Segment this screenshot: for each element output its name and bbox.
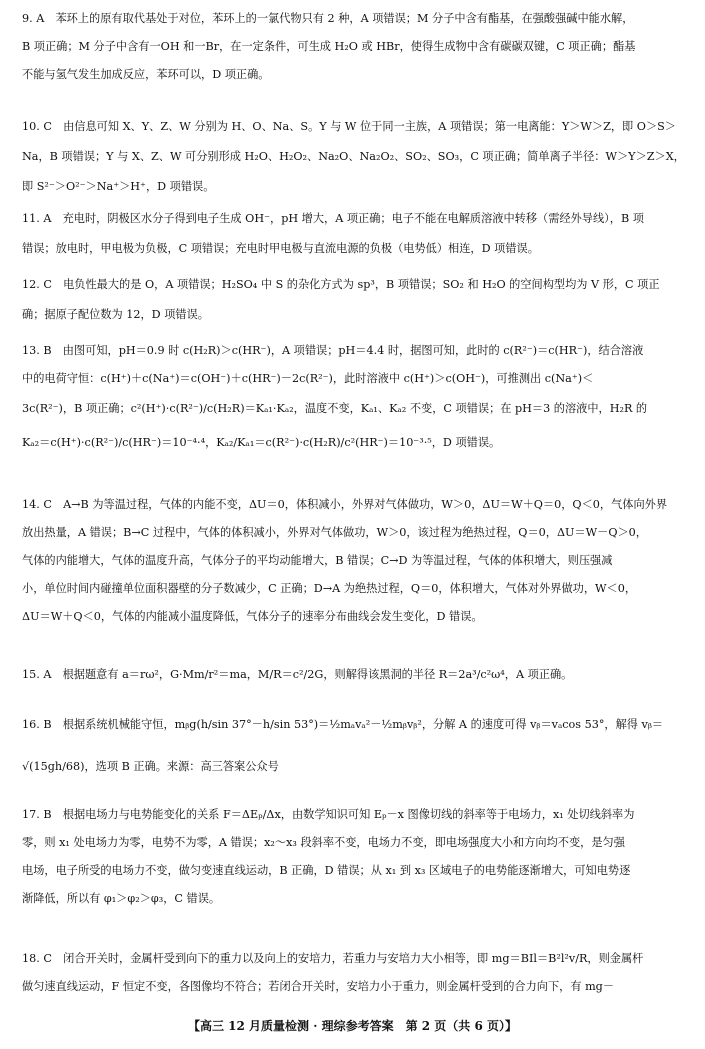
question-12 [22, 276, 694, 321]
text-line: 小，单位时间内碰撞单位面积器壁的分子数减少，C 正确；D→A 为绝热过程，Q＝0，体积增大，气体对外界做功，W＜0， [22, 582, 637, 595]
question-10 [22, 118, 694, 193]
text-line: 11. A 充电时，阴极区水分子得到电子生成 OH⁻，pH 增大，A 项正确；电子不能在电解质溶液中转移（需经外导线），B 项 [22, 212, 644, 225]
question-15 [22, 666, 694, 684]
text-line: 3c(R²⁻)，B 项正确；c²(H⁺)·c(R²⁻)/c(H₂R)＝Kₐ₁·Kₐ₂，温度不变，Kₐ₁、Kₐ₂ 不变，C 项错误；在 pH＝3 的溶液中，H₂R 的 [22, 402, 648, 415]
text-line: 即 S²⁻＞O²⁻＞Na⁺＞H⁺，D 项错误。 [22, 180, 215, 193]
text-line: 渐降低，所以有 φ₁＞φ₂＞φ₃，C 错误。 [22, 892, 221, 905]
text-line: √(15gh/68)，选项 B 正确。来源：高三答案公众号 [22, 760, 279, 773]
text-line: ΔU＝W＋Q＜0，气体的内能减小温度降低，气体分子的速率分布曲线会发生变化，D 错误。 [22, 610, 483, 623]
text-line: 16. B 根据系统机械能守恒，mᵦg(h/sin 37°－h/sin 53°)＝½mₐvₐ²－½mᵦvᵦ²，分解 A 的速度可得 vᵦ＝vₐcos 53°，解得 vᵦ＝ [22, 718, 664, 731]
page-footer: 【高三 12 月质量检测 · 理综参考答案 第 2 页（共 6 页）】 [187, 1019, 517, 1033]
text-line: 12. C 电负性最大的是 O，A 项错误；H₂SO₄ 中 S 的杂化方式为 sp³，B 项错误；SO₂ 和 H₂O 的空间构型均为 V 形，C 项正 [22, 278, 660, 291]
text-line: 13. B 由图可知，pH＝0.9 时 c(H₂R)＞c(HR⁻)，A 项错误；pH＝4.4 时，据图可知，此时的 c(R²⁻)＝c(HR⁻)，结合溶液 [22, 344, 644, 357]
text-line: 做匀速直线运动，F 恒定不变，各图像均不符合；若闭合开关时，安培力小于重力，则金属杆受到的合力向下，有 mg－ [22, 980, 615, 993]
text-line: 电场，电子所受的电场力不变，做匀变速直线运动，B 正确，D 错误；从 x₁ 到 x₃ 区域电子的电势能逐渐增大，可知电势逐 [22, 864, 631, 877]
text-line: 10. C 由信息可知 X、Y、Z、W 分别为 H、O、Na、S。Y 与 W 位于同一主族，A 项错误；第一电离能：Y＞W＞Z，即 O＞S＞ [22, 120, 676, 133]
text-line: 14. C A→B 为等温过程，气体的内能不变，ΔU＝0，体积减小，外界对气体做功，W＞0，ΔU＝W＋Q＝0，Q＜0，气体向外界 [22, 498, 668, 511]
text-line: 放出热量，A 错误；B→C 过程中，气体的体积减小，外界对气体做功，W＞0，该过程为绝热过程，Q＝0，ΔU＝W－Q＞0， [22, 526, 647, 539]
question-13 [22, 342, 694, 449]
text-line: Na，B 项错误；Y 与 X、Z、W 可分别形成 H₂O、H₂O₂、Na₂O、Na₂O₂、SO₂、SO₃，C 项正确；简单离子半径：W＞Y＞Z＞X， [22, 150, 685, 163]
question-14 [22, 496, 694, 623]
text-line: 零，则 x₁ 处电场力为零，电势不为零，A 错误；x₂～x₃ 段斜率不变，电场力不变，即电场强度大小和方向均不变，是匀强 [22, 836, 625, 849]
text-line: B 项正确；M 分子中含有一OH 和一Br，在一定条件，可生成 H₂O 或 HBr，使得生成物中含有碳碳双键，C 项正确；酯基 [22, 40, 636, 53]
text-line: Kₐ₂＝c(H⁺)·c(R²⁻)/c(HR⁻)＝10⁻⁴·⁴，Kₐ₂/Kₐ₁＝c(R²⁻)·c(H₂R)/c²(HR⁻)＝10⁻³·⁵，D 项错误。 [22, 436, 501, 449]
question-11 [22, 210, 694, 255]
question-9 [22, 10, 694, 81]
text-line: 15. A 根据题意有 a＝rω²，G·Mm/r²＝ma，M/R＝c²/2G，则解得该黑洞的半径 R＝2a³/c²ω⁴，A 项正确。 [22, 668, 573, 681]
question-16 [22, 716, 694, 773]
text-line: 18. C 闭合开关时，金属杆受到向下的重力以及向上的安培力，若重力与安培力大小相等，即 mg＝BIl＝B²l²v/R，则金属杆 [22, 952, 644, 965]
text-line: 中的电荷守恒：c(H⁺)＋c(Na⁺)＝c(OH⁻)＋c(HR⁻)－2c(R²⁻)，此时溶液中 c(H⁺)＞c(OH⁻)，可推测出 c(Na⁺)＜ [22, 372, 594, 385]
text-line: 确；据原子配位数为 12，D 项错误。 [22, 308, 209, 321]
text-line: 17. B 根据电场力与电势能变化的关系 F＝ΔEₚ/Δx，由数学知识可知 Eₚ－x 图像切线的斜率等于电场力，x₁ 处切线斜率为 [22, 808, 635, 821]
text-line: 不能与氢气发生加成反应，苯环可以，D 项正确。 [22, 68, 270, 81]
question-17 [22, 806, 694, 905]
question-18 [22, 950, 694, 993]
text-line: 9. A 苯环上的原有取代基处于对位，苯环上的一氯代物只有 2 种，A 项错误；M 分子中含有酯基，在强酸强碱中能水解， [22, 12, 634, 25]
text-line: 错误；放电时，甲电极为负极，C 项错误；充电时甲电极与直流电源的负极（电势低）相连，D 项错误。 [22, 242, 539, 255]
text-line: 气体的内能增大，气体的温度升高，气体分子的平均动能增大，B 错误；C→D 为等温过程，气体的体积增大，则压强减 [22, 554, 613, 567]
